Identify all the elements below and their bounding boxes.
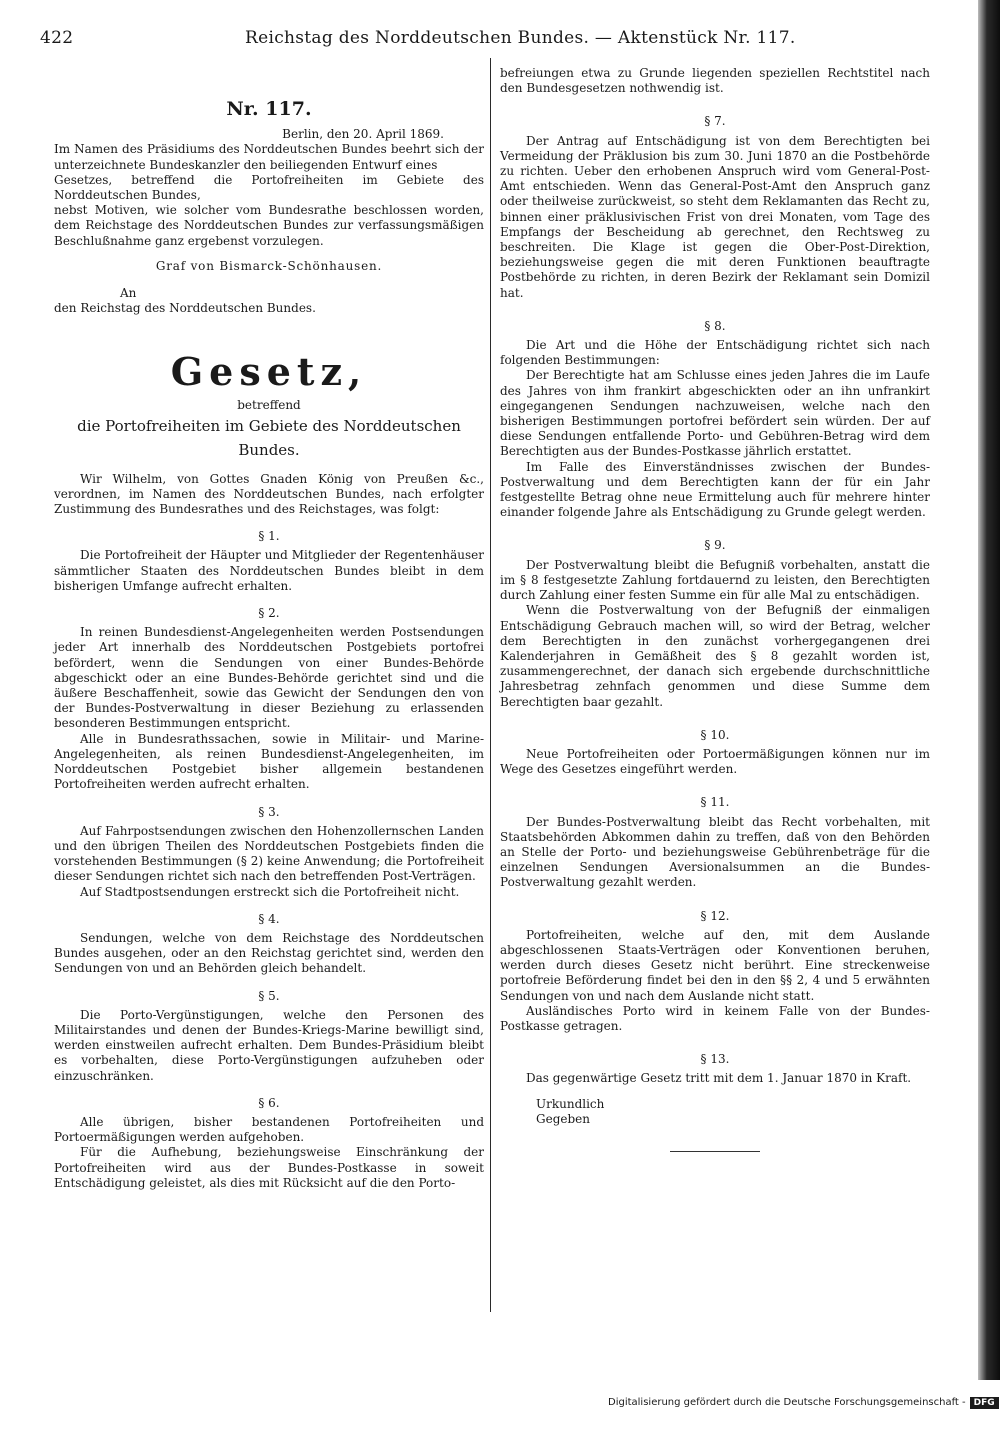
section-text: Im Falle des Einverständnisses zwischen der Bundes-Postverwaltung und dem Berechtigten kann der für ein Jahr festgestellte Betrag ohne neue Ermittelung auch für mehrere hinter einander folgende Jahre als Entschädigung zu Grunde gelegt werden. xyxy=(500,459,930,520)
law-title: Gesetz, xyxy=(170,349,368,395)
section-text: Die Porto-Vergünstigungen, welche den Personen des Militairstandes und denen der Bundes-Kriegs-Marine bewilligt sind, werden einstweilen aufrecht erhalten. Dem Bundes-Präsidium bleibt es vorbehalten, diese Porto-Vergünstigungen aufzuheben oder einzuschränken. xyxy=(54,1007,484,1083)
date-line: Berlin, den 20. April 1869. xyxy=(282,127,444,142)
intro-paragraph: Im Namen des Präsidiums des Norddeutschen Bundes beehrt sich der unterzeichnete Bundeskanzler den beiliegenden Entwurf eines xyxy=(54,142,484,172)
section-text: Der Postverwaltung bleibt die Befugniß vorbehalten, anstatt die im § 8 festgesetzte Zahlung fortdauernd zu leisten, den Berechtigten durch Zahlung einer festen Summe ein für alle Mal zu entschädigen. xyxy=(500,557,930,603)
law-betreffend: betreffend xyxy=(237,398,301,413)
draft-title: Gesetzes, betreffend die Portofreiheiten im Gebiete des Norddeutschen Bundes, xyxy=(54,172,484,203)
footer-text: Digitalisierung gefördert durch die Deutsche Forschungsgemeinschaft - xyxy=(608,1397,966,1408)
section-heading: § 13. xyxy=(700,1052,730,1067)
intro-paragraph-2: nebst Motiven, wie solcher vom Bundesrathe beschlossen worden, dem Reichstage des Norddeutschen Bundes zur verfassungsmäßigen Beschlußnahme ganz ergebenst vorzulegen. xyxy=(54,203,484,248)
section-text: Für die Aufhebung, beziehungsweise Einschränkung der Portofreiheiten wird aus der Bundes-Postkasse in soweit Entschädigung geleistet, als dies mit Rücksicht auf die den Porto- xyxy=(54,1145,484,1190)
section-heading: § 10. xyxy=(700,727,730,742)
section-heading: § 4. xyxy=(258,911,280,926)
dfg-logo: DFG xyxy=(970,1397,999,1409)
section-text: Die Art und die Höhe der Entschädigung richtet sich nach folgenden Bestimmungen: xyxy=(500,338,930,368)
document-number: Nr. 117. xyxy=(226,98,312,120)
digitization-footer xyxy=(608,1397,995,1415)
section-text: Auf Fahrpostsendungen zwischen den Hohenzollernschen Landen und den übrigen Theilen des Norddeutschen Postgebiets finden die vorstehenden Bestimmungen (§ 2) keine Anwendung; die Portofreiheit dieser Sendungen richtet sich nach den betreffenden Post-Verträgen. xyxy=(54,823,484,884)
address-name: den Reichstag des Norddeutschen Bundes. xyxy=(54,301,316,316)
section-text: Der Antrag auf Entschädigung ist von dem Berechtigten bei Vermeidung der Präklusion bis zum 30. Juni 1870 an die Postbehörde zu richten. Ueber den erhobenen Anspruch wird vom General-Post-Amt entschieden. Wenn das General-Post-Amt den Anspruch ganz oder theilweise zurückweist, so steht dem Reklamanten das Recht zu, binnen einer präklusivischen Frist von drei Monaten, vom Tage des Empfangs der Bescheidung ab gerechnet, den Rechtsweg zu beschreiten. Die Klage ist gegen die Ober-Post-Direktion, beziehungsweise gegen die mit deren Funktionen beauftragte Postbehörde zu richten, in deren Bezirk der Reklamant sein Domizil hat. xyxy=(500,133,930,300)
column-divider xyxy=(490,58,491,1312)
page-number: 422 xyxy=(40,28,74,48)
section-heading: § 11. xyxy=(700,795,730,810)
running-header xyxy=(40,28,796,52)
section-heading: § 8. xyxy=(704,318,726,333)
section-heading: § 9. xyxy=(704,538,726,553)
section-heading: § 3. xyxy=(258,804,280,819)
section-text: Die Portofreiheit der Häupter und Mitglieder der Regentenhäuser sämmtlicher Staaten des Norddeutschen Bundes bleibt in dem bisherigen Umfange aufrecht erhalten. xyxy=(54,548,484,593)
section-text: Alle übrigen, bisher bestandenen Portofreiheiten und Portoermäßigungen werden aufgehoben. xyxy=(54,1114,484,1145)
section-text: In reinen Bundesdienst-Angelegenheiten werden Postsendungen jeder Art innerhalb des Norddeutschen Postgebiets portofrei befördert, wenn die Sendungen von einer Bundes-Behörde abgeschickt oder an eine Bundes-Behörde gerichtet sind und die äußere Beschaffenheit, sowie das Gewicht der Sendungen den von der Bundes-Postverwaltung in dieser Beziehung zu erlassenden besonderen Bestimmungen entspricht. xyxy=(54,625,484,731)
section-heading: § 1. xyxy=(258,529,280,544)
section-text: Der Berechtigte hat am Schlusse eines jeden Jahres die im Laufe des Jahres von ihm frankirt abgeschickten oder an ihn unfrankirt eingegangenen Sendungen nachzuweisen, welche nach den bisherigen Bestimmungen portofrei befördert sein würden. Der auf diese Sendungen entfallende Porto- und Gebühren-Betrag wird dem Berechtigten aus der Bundes-Postkasse jährlich erstattet. xyxy=(500,368,930,459)
end-rule xyxy=(670,1151,760,1152)
section-text: Portofreiheiten, welche auf den, mit dem Auslande abgeschlossenen Staats-Verträgen oder Konventionen beruhen, werden durch dieses Gesetz nicht berührt. Eine streckenweise portofreie Beförderung findet bei den in den §§ 2, 4 und 5 erwähnten Sendungen von und nach dem Auslande nicht statt. xyxy=(500,927,930,1003)
section-text: Ausländisches Porto wird in keinem Falle von der Bundes-Postkasse getragen. xyxy=(500,1003,930,1033)
preamble: Wir Wilhelm, von Gottes Gnaden König von Preußen &c., verordnen, im Namen des Norddeutschen Bundes, nach erfolgter Zustimmung des Bundesrathes und des Reichstages, was folgt: xyxy=(54,471,484,517)
section-text: Das gegenwärtige Gesetz tritt mit dem 1. Januar 1870 in Kraft. xyxy=(526,1071,912,1086)
left-column xyxy=(54,62,484,1191)
continued-text: befreiungen etwa zu Grunde liegenden speziellen Rechtstitel nach den Bundesgesetzen nothwendig ist. xyxy=(500,66,930,96)
section-heading: § 7. xyxy=(704,114,726,129)
section-text: Neue Portofreiheiten oder Portoermäßigungen können nur im Wege des Gesetzes eingeführt werden. xyxy=(500,746,930,777)
law-subject-2: Bundes. xyxy=(238,440,300,459)
closing-gegeben: Gegeben xyxy=(536,1111,590,1126)
section-heading: § 2. xyxy=(258,606,280,621)
scan-page-edge xyxy=(978,0,1000,1380)
section-text: Alle in Bundesrathssachen, sowie in Militair- und Marine-Angelegenheiten, als reinen Bundesdienst-Angelegenheiten, im Norddeutschen Postgebiet bisher allgemein bestandenen Portofreiheiten werden aufrecht erhalten. xyxy=(54,731,484,792)
closing-urkundlich: Urkundlich xyxy=(536,1096,605,1111)
section-heading: § 5. xyxy=(258,988,280,1003)
right-column xyxy=(500,66,930,1152)
section-heading: § 12. xyxy=(700,908,730,923)
section-text: Wenn die Postverwaltung von der Befugniß der einmaligen Entschädigung Gebrauch machen will, so wird der Betrag, welcher dem Berechtigten in den zunächst vorhergegangenen drei Kalenderjahren in Gemäßheit des § 8 gezahlt worden ist, zusammengerechnet, der danach sich ergebende durchschnittliche Jahresbetrag zehnfach genommen und diese Summe dem Berechtigten baar gezahlt. xyxy=(500,603,930,709)
section-text: Auf Stadtpostsendungen erstreckt sich die Portofreiheit nicht. xyxy=(80,884,460,899)
signature: Graf von Bismarck-Schönhausen. xyxy=(155,258,383,273)
section-heading: § 6. xyxy=(258,1095,280,1110)
address-to: An xyxy=(120,286,137,301)
law-subject-1: die Portofreiheiten im Gebiete des Norddeutschen xyxy=(77,416,461,435)
running-title: Reichstag des Norddeutschen Bundes. — Aktenstück Nr. 117. xyxy=(245,28,796,48)
section-text: Der Bundes-Postverwaltung bleibt das Recht vorbehalten, mit Staatsbehörden Abkommen dahin zu treffen, daß von den Behörden an Stelle der Porto- und beziehungsweise Gebührenbeträge für die einzelnen Sendungen Aversionalsummen an die Bundes-Postverwaltung gezahlt werden. xyxy=(500,814,930,890)
section-text: Sendungen, welche von dem Reichstage des Norddeutschen Bundes ausgehen, oder an den Reichstag gerichtet sind, werden den Sendungen von und an Behörden gleich behandelt. xyxy=(54,930,484,976)
